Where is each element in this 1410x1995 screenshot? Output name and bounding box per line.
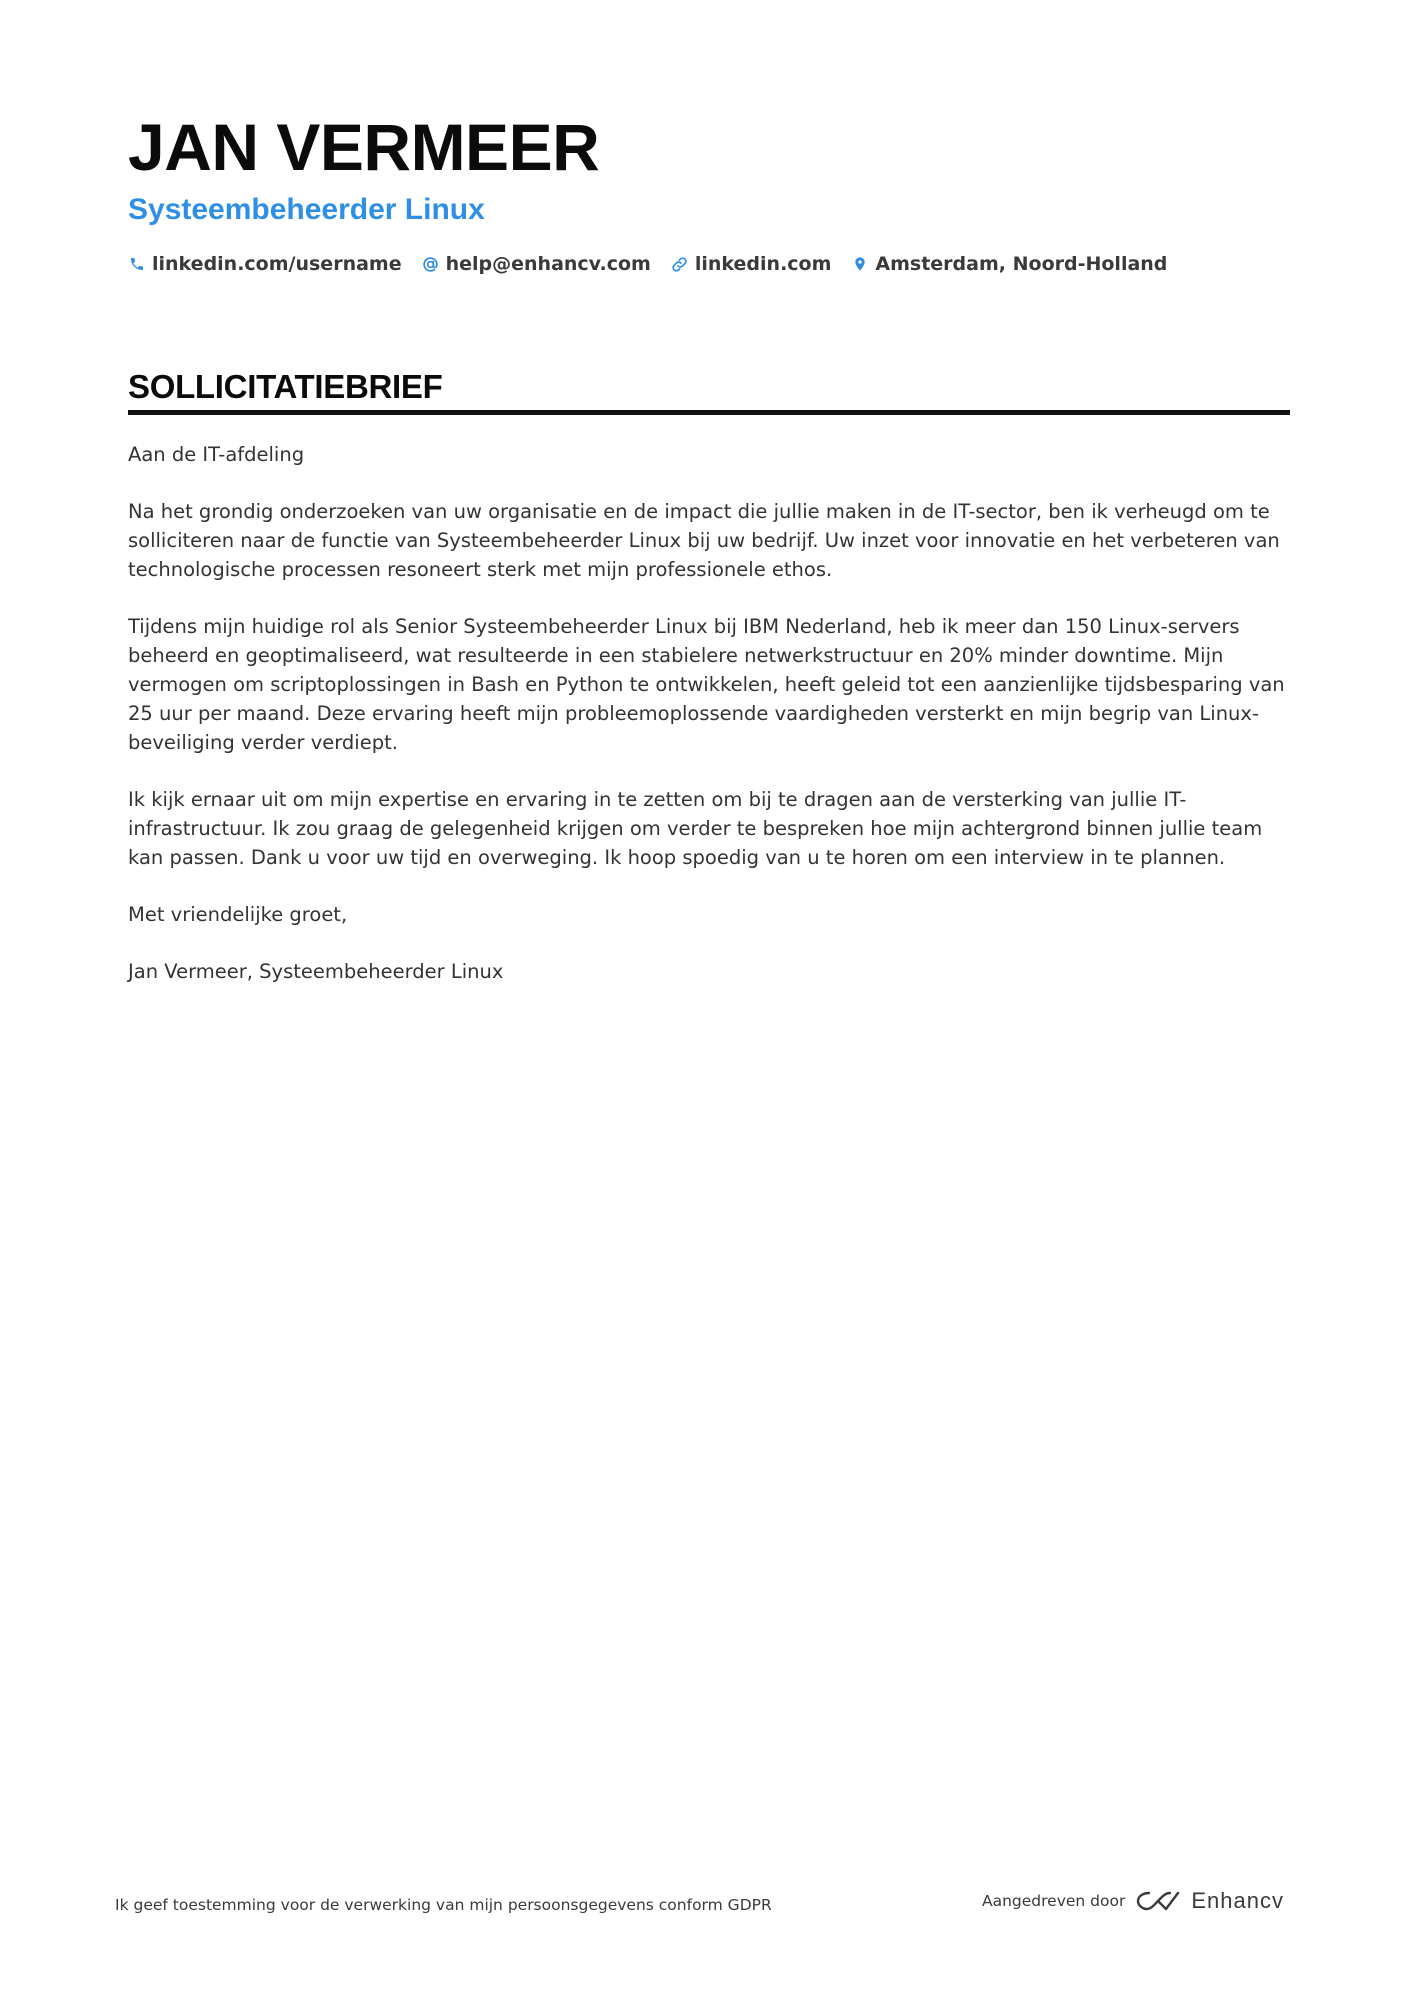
job-title: Systeembeheerder Linux xyxy=(128,193,485,226)
location-pin-icon xyxy=(851,255,869,273)
contact-phone-text: linkedin.com/username xyxy=(152,253,402,275)
enhancv-logo-icon xyxy=(1135,1888,1181,1914)
gdpr-consent: Ik geef toestemming voor de verwerking van mijn persoonsgegevens conform GDPR xyxy=(115,1896,772,1914)
contact-website-text: linkedin.com xyxy=(694,253,832,275)
at-icon xyxy=(422,255,440,273)
letter-paragraph-2: Tijdens mijn huidige rol als Senior Systeembeheerder Linux bij IBM Nederland, heb ik meer dan 150 Linux-servers beheerd en geoptimaliseerd, wat resulteerde in een stabielere netwerkstructuur en 20% minder downtime. Mijn vermogen om scriptoplossingen in Bash en Python te ontwikkelen, heeft geleid tot een aanzienlijke tijdsbesparing van 25 uur per maand. Deze ervaring heeft mijn probleemoplossende vaardigheden versterkt en mijn begrip van Linux-beveiliging verder verdiept. xyxy=(128,615,1285,754)
contact-location xyxy=(851,253,1167,275)
phone-icon xyxy=(128,255,146,273)
contact-location-text: Amsterdam, Noord-Holland xyxy=(875,253,1168,275)
letter-signature: Jan Vermeer, Systeembeheerder Linux xyxy=(128,960,504,983)
letter-body xyxy=(128,440,1290,1014)
contact-email-text: help@enhancv.com xyxy=(445,253,651,275)
letter-closing: Met vriendelijke groet, xyxy=(128,903,348,926)
contact-email[interactable] xyxy=(422,253,651,275)
enhancv-brand-text: Enhancv xyxy=(1191,1888,1284,1913)
enhancv-logo xyxy=(1135,1888,1284,1914)
letter-salutation: Aan de IT-afdeling xyxy=(128,443,305,466)
powered-by-label: Aangedreven door xyxy=(982,1892,1126,1910)
link-icon xyxy=(671,255,689,273)
contact-website[interactable] xyxy=(671,253,832,275)
powered-by[interactable] xyxy=(982,1888,1284,1914)
letter-paragraph-1: Na het grondig onderzoeken van uw organisatie en de impact die jullie maken in de IT-sector, ben ik verheugd om te solliciteren naar de functie van Systeembeheerder Linux bij uw bedrijf. Uw inzet voor innovatie en het verbeteren van technologische processen resoneert sterk met mijn professionele ethos. xyxy=(128,500,1280,581)
letter-paragraph-3: Ik kijk ernaar uit om mijn expertise en ervaring in te zetten om bij te dragen aan de versterking van jullie IT-infrastructuur. Ik zou graag de gelegenheid krijgen om verder te bespreken hoe mijn achtergrond binnen jullie team kan passen. Dank u voor uw tijd en overweging. Ik hoop spoedig van u te horen om een interview in te plannen. xyxy=(128,788,1263,869)
contact-bar xyxy=(128,253,1167,275)
applicant-name: JAN VERMEER xyxy=(128,110,600,184)
section-title: SOLLICITATIEBRIEF xyxy=(128,368,443,405)
section-divider xyxy=(128,410,1290,415)
contact-phone[interactable] xyxy=(128,253,402,275)
